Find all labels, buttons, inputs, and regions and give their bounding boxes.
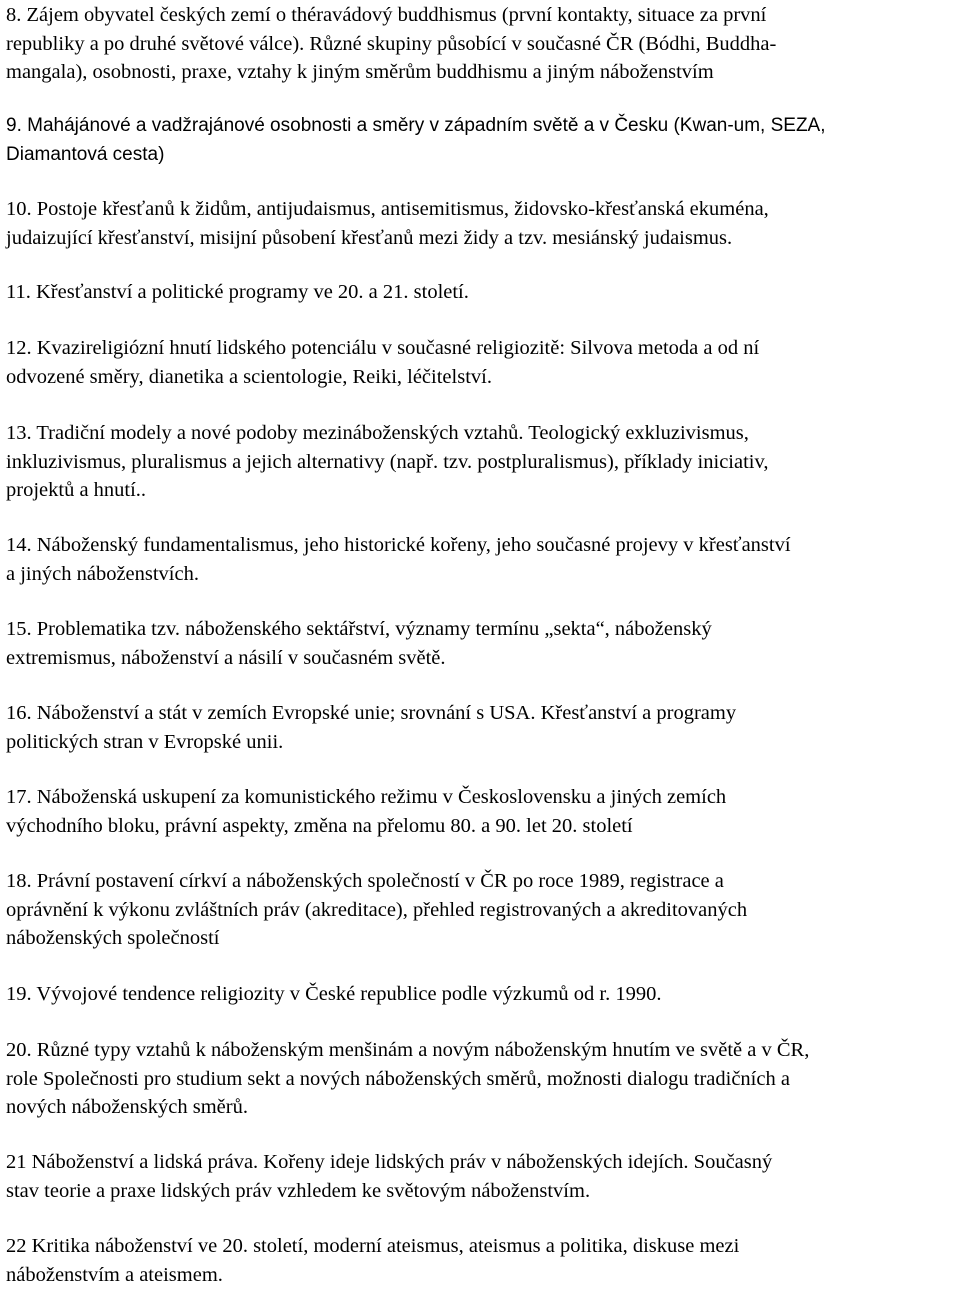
item-line: inkluzivismus, pluralismus a jejich alternativy (např. tzv. postpluralismus), příklady iniciativ, [6, 448, 958, 477]
item-line: 13. Tradiční modely a nové podoby mezináboženských vztahů. Teologický exkluzivismus, [6, 419, 958, 448]
list-item-20 [6, 1036, 958, 1122]
list-item-12 [6, 334, 958, 391]
item-line: 9. Mahájánové a vadžrajánové osobnosti a směry v západním světě a v Česku (Kwan-um, SEZA, [6, 112, 958, 141]
item-line: odvozené směry, dianetika a scientologie, Reiki, léčitelství. [6, 363, 958, 392]
item-line: Diamantová cesta) [6, 141, 958, 170]
item-line: 22 Kritika náboženství ve 20. století, moderní ateismus, ateismus a politika, diskuse mezi [6, 1232, 958, 1261]
list-item-10 [6, 195, 958, 252]
list-item-11 [6, 278, 958, 307]
list-item-16 [6, 699, 958, 756]
list-item-22 [6, 1232, 958, 1289]
item-line: oprávnění k výkonu zvláštních práv (akreditace), přehled registrovaných a akreditovaných [6, 896, 958, 925]
item-line: 20. Různé typy vztahů k náboženským menšinám a novým náboženským hnutím ve světě a v ČR, [6, 1036, 958, 1065]
item-line: 12. Kvazireligiózní hnutí lidského potenciálu v současné religiozitě: Silvova metoda a od ní [6, 334, 958, 363]
item-line: náboženstvím a ateismem. [6, 1261, 958, 1289]
item-line: republiky a po druhé světové válce). Různé skupiny působící v současné ČR (Bódhi, Buddha- [6, 30, 958, 59]
item-line: 14. Náboženský fundamentalismus, jeho historické kořeny, jeho současné projevy v křesťanství [6, 531, 958, 560]
item-line: nových náboženských směrů. [6, 1093, 958, 1122]
list-item-21 [6, 1148, 958, 1205]
item-line: a jiných náboženstvích. [6, 560, 958, 589]
item-line: judaizující křesťanství, misijní působení křesťanů mezi židy a tzv. mesiánský judaismus. [6, 224, 958, 253]
list-item-18 [6, 867, 958, 953]
list-item-9 [6, 112, 958, 169]
list-item-13 [6, 419, 958, 505]
item-line: 8. Zájem obyvatel českých zemí o théravádový buddhismus (první kontakty, situace za první [6, 1, 958, 30]
item-line: 11. Křesťanství a politické programy ve 20. a 21. století. [6, 278, 958, 307]
item-line: 21 Náboženství a lidská práva. Kořeny ideje lidských práv v náboženských idejích. Současný [6, 1148, 958, 1177]
list-item-15 [6, 615, 958, 672]
item-line: náboženských společností [6, 924, 958, 953]
item-line: role Společnosti pro studium sekt a nových náboženských směrů, možnosti dialogu tradičních a [6, 1065, 958, 1094]
list-item-17 [6, 783, 958, 840]
item-line: 19. Vývojové tendence religiozity v České republice podle výzkumů od r. 1990. [6, 980, 958, 1009]
item-line: extremismus, náboženství a násilí v současném světě. [6, 644, 958, 673]
item-line: 17. Náboženská uskupení za komunistického režimu v Československu a jiných zemích [6, 783, 958, 812]
item-line: 15. Problematika tzv. náboženského sektářství, významy termínu „sekta“, náboženský [6, 615, 958, 644]
item-line: stav teorie a praxe lidských práv vzhledem ke světovým náboženstvím. [6, 1177, 958, 1206]
item-line: projektů a hnutí.. [6, 476, 958, 505]
list-item-14 [6, 531, 958, 588]
item-line: 16. Náboženství a stát v zemích Evropské unie; srovnání s USA. Křesťanství a programy [6, 699, 958, 728]
item-line: politických stran v Evropské unii. [6, 728, 958, 757]
item-line: 18. Právní postavení církví a náboženských společností v ČR po roce 1989, registrace a [6, 867, 958, 896]
item-line: mangala), osobnosti, praxe, vztahy k jiným směrům buddhismu a jiným náboženstvím [6, 58, 958, 87]
list-item-8 [6, 1, 958, 87]
list-item-19 [6, 980, 958, 1009]
item-line: východního bloku, právní aspekty, změna na přelomu 80. a 90. let 20. století [6, 812, 958, 841]
item-line: 10. Postoje křesťanů k židům, antijudaismus, antisemitismus, židovsko-křesťanská ekuména, [6, 195, 958, 224]
